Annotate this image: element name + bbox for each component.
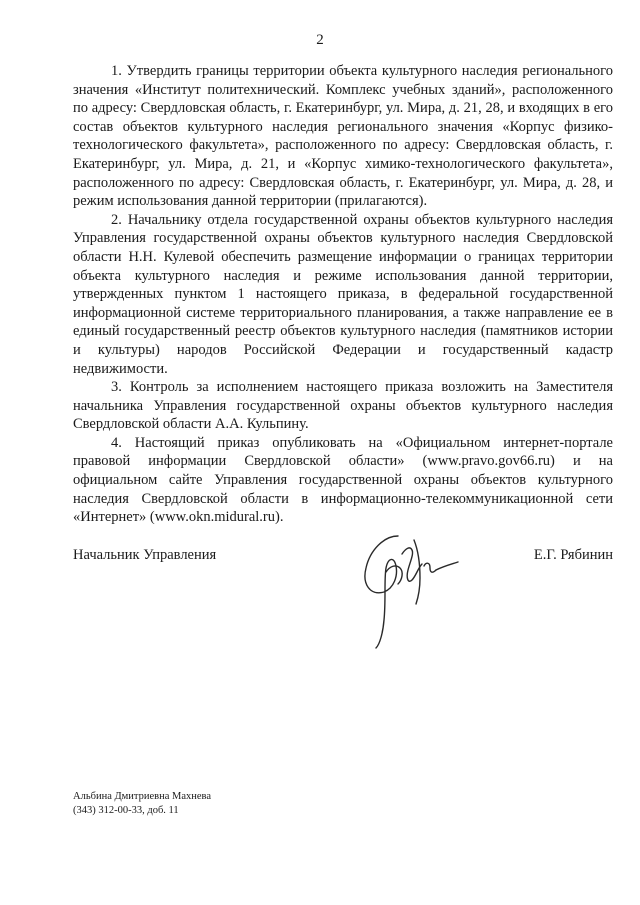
signer-name: Е.Г. Рябинин: [533, 547, 613, 563]
contact-person: Альбина Дмитриевна Махнева: [73, 791, 212, 802]
paragraph-3: 3. Контроль за исполнением настоящего приказа возложить на Заместителя начальника Управления государственной охраны объектов культурного наследия Свердловской области А.А. Кульпину.: [73, 379, 613, 433]
handwritten-signature: [340, 520, 470, 650]
contact-info: [73, 790, 211, 817]
paragraph-4: 4. Настоящий приказ опубликовать на «Официальном интернет-портале правовой информации Свердловской области» (www.pravo.gov66.ru) и на официальном сайте Управления государственной охраны объектов культурного наследия Свердловской области в информационно-телекоммуникационной сети «Интернет» (www.okn.midural.ru).: [73, 434, 613, 526]
paragraph-2: 2. Начальнику отдела государственной охраны объектов культурного наследия Управления государственной охраны объектов культурного наследия Свердловской области Н.Н. Кулевой обеспечить размещение информации о границах территории объекта культурного наследия и режиме использования данной территории, утвержденных пунктом 1 настоящего приказа, в федеральной государственной информационной системе территориального планирования, а также направление ее в единый государственный реестр объектов культурного наследия (памятников истории и культуры) народов Российской Федерации и государственный кадастр недвижимости.: [73, 211, 613, 377]
contact-phone: (343) 312-00-33, доб. 11: [73, 804, 179, 816]
signer-title: Начальник Управления: [73, 547, 217, 563]
paragraph-1: 1. Утвердить границы территории объекта культурного наследия регионального значения «Институт политехнический. Комплекс учебных зданий», расположенного по адресу: Свердловская область, г. Екатеринбург, ул. Мира, д. 21, 28, и входящих в его состав объектов культурного наследия регионального значения «Корпус физико-технологического факультета», расположенного по адресу: Свердловская область, г. Екатеринбург, ул. Мира, д. 21, и «Корпус химико-технологического факультета», расположенного по адресу: Свердловская область, г. Екатеринбург, ул. Мира, д. 28, и режим использования данной территории (прилагаются).: [73, 63, 613, 210]
order-body: [73, 62, 613, 527]
page-number: 2: [316, 32, 324, 48]
